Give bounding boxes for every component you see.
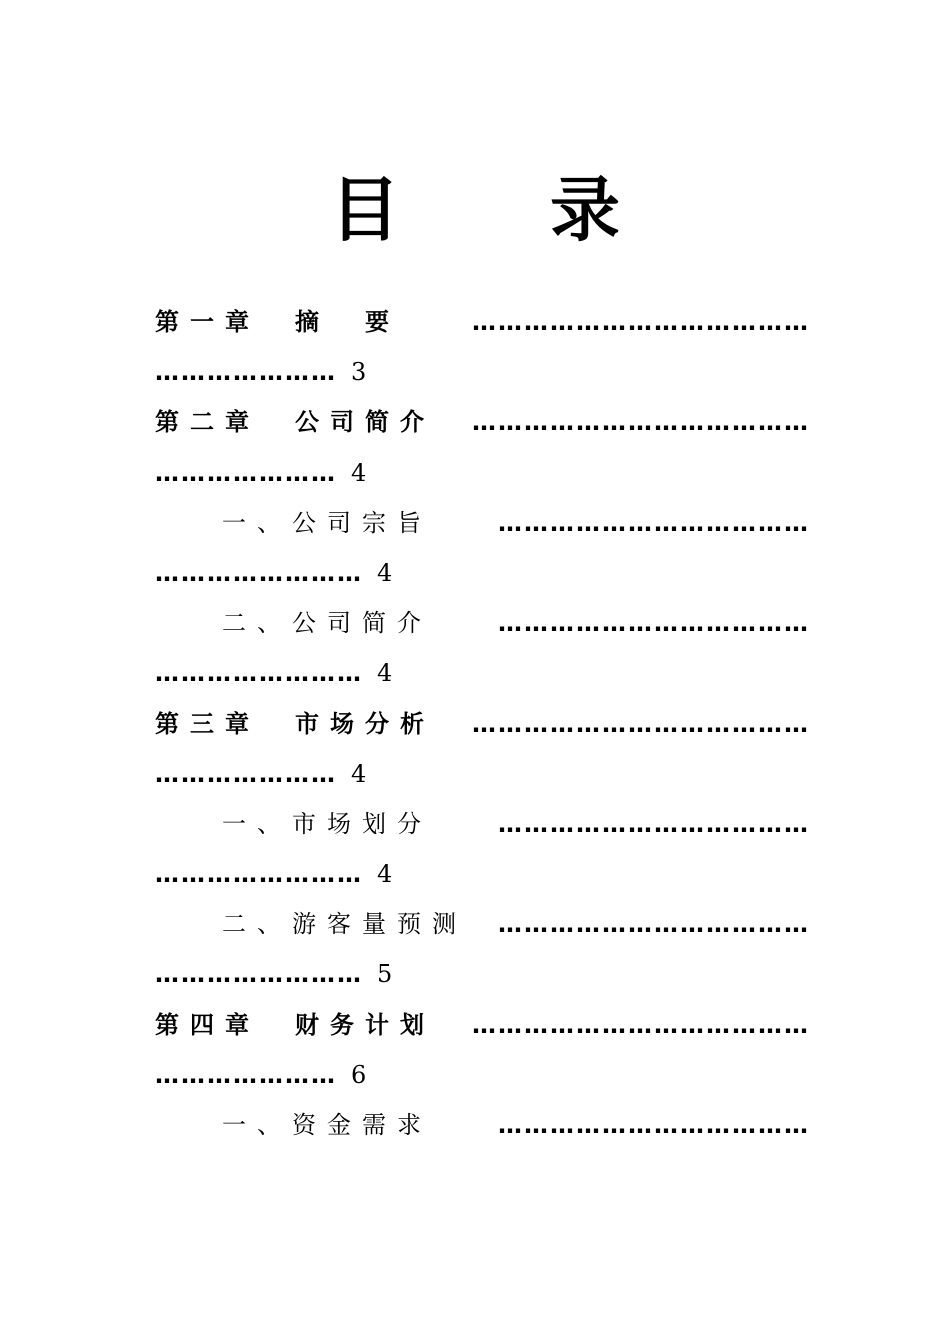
toc-entry-continuation <box>155 1050 810 1100</box>
toc-entry-continuation <box>155 448 810 498</box>
toc-leader-dots: …………………… <box>155 960 363 989</box>
toc-entry-continuation <box>155 648 810 698</box>
toc-leader-dots: ………………………………… <box>472 709 810 738</box>
toc-leader-dots: ………………… <box>155 759 337 788</box>
toc-leader-dots: …………………… <box>155 860 363 889</box>
toc-entry-label: 二、游客量预测 <box>222 910 467 939</box>
toc-entry[interactable] <box>155 1100 810 1150</box>
toc-entry[interactable] <box>155 498 810 548</box>
toc-page-number: 4 <box>377 659 393 688</box>
toc-page-number: 4 <box>351 759 367 788</box>
toc-leader-dots: …………………… <box>155 659 363 688</box>
toc-entry-label: 一、公司宗旨 <box>222 508 432 537</box>
toc-entry-label: 第四章 财务计划 <box>155 1010 435 1039</box>
toc-leader-dots: …………………… <box>155 558 363 587</box>
toc-leader-dots: ………………… <box>155 458 337 487</box>
toc-entry-label: 第三章 市场分析 <box>155 709 435 738</box>
toc-leader-dots: ………………… <box>155 1060 337 1089</box>
toc-entry-label: 一、市场划分 <box>222 809 432 838</box>
toc-leader-dots: ……………………………… <box>498 809 810 838</box>
toc-entry[interactable] <box>155 397 810 447</box>
toc-leader-dots: ……………………………… <box>498 508 810 537</box>
toc-leader-dots: ………………………………… <box>472 308 810 336</box>
toc-leader-dots: ……………………………… <box>498 609 810 638</box>
toc-entry-continuation <box>155 949 810 999</box>
toc-entry[interactable] <box>155 699 810 749</box>
toc-page-number: 4 <box>377 860 393 889</box>
toc-page-number: 5 <box>377 960 393 989</box>
toc-leader-dots: ………………………………… <box>472 408 810 437</box>
toc-entry-continuation <box>155 749 810 799</box>
toc-page-number: 6 <box>351 1060 367 1089</box>
toc-entry[interactable] <box>155 899 810 949</box>
toc-leader-dots: ……………………………… <box>498 1111 810 1139</box>
toc-entry-continuation <box>155 849 810 899</box>
toc-entry[interactable] <box>155 799 810 849</box>
toc-entry[interactable] <box>155 598 810 648</box>
toc-page-number: 4 <box>377 558 393 587</box>
toc-entry-label: 第一章 摘 要 <box>155 308 400 336</box>
toc-entry[interactable] <box>155 1000 810 1050</box>
toc-page-number: 4 <box>351 458 367 487</box>
toc-leader-dots: ……………………………… <box>498 910 810 939</box>
toc-entry-label: 一、资金需求 <box>222 1111 432 1139</box>
toc-leader-dots: ………………………………… <box>472 1010 810 1039</box>
table-of-contents <box>155 297 810 1150</box>
page-title <box>0 168 950 252</box>
toc-entry-label: 二、公司简介 <box>222 609 432 638</box>
toc-page-number: 3 <box>351 358 367 387</box>
toc-entry-label: 第二章 公司简介 <box>155 408 435 437</box>
toc-entry-continuation <box>155 347 810 397</box>
toc-entry-continuation <box>155 548 810 598</box>
toc-entry[interactable] <box>155 297 810 347</box>
title-char-right: 录 <box>550 169 620 251</box>
toc-leader-dots: ………………… <box>155 358 337 387</box>
title-char-left: 目 <box>330 169 400 251</box>
